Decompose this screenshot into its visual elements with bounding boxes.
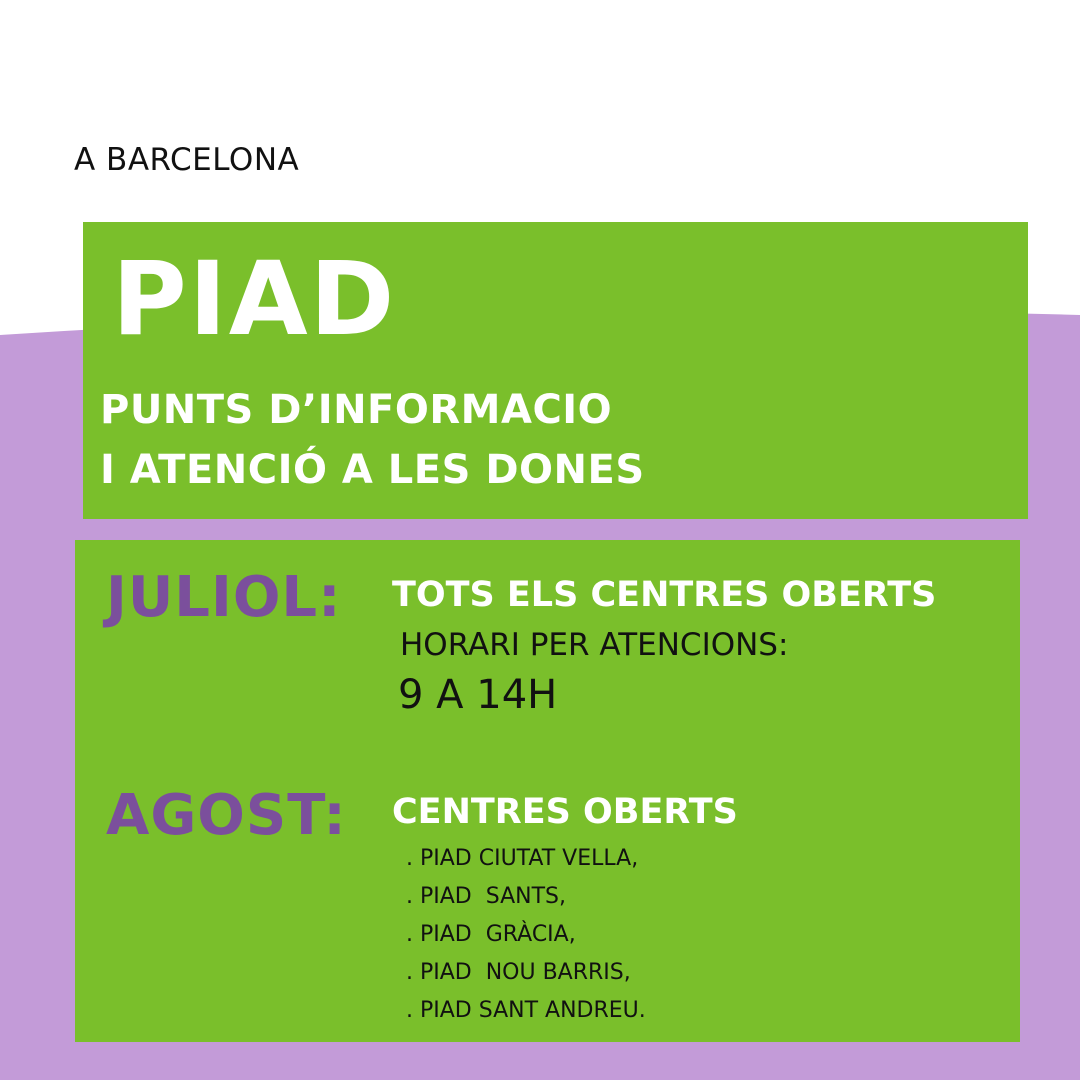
- list-item: . PIAD SANTS,: [406, 884, 566, 909]
- piad-logo-subtitle-line2: I ATENCIÓ A LES DONES: [100, 447, 645, 493]
- list-item: . PIAD CIUTAT VELLA,: [406, 846, 639, 871]
- piad-logo-title: PIAD: [112, 240, 397, 359]
- hours-value: 9 A 14H: [398, 672, 558, 718]
- hours-label: HORARI PER ATENCIONS:: [400, 627, 789, 663]
- list-item: . PIAD NOU BARRIS,: [406, 960, 631, 985]
- list-item: . PIAD GRÀCIA,: [406, 922, 576, 947]
- august-label: AGOST:: [106, 783, 347, 848]
- august-heading: CENTRES OBERTS: [392, 792, 738, 832]
- list-item: . PIAD SANT ANDREU.: [406, 998, 646, 1023]
- july-label: JULIOL:: [106, 565, 342, 630]
- open-centres-list: [406, 845, 646, 1035]
- piad-logo-subtitle-line1: PUNTS D’INFORMACIO: [100, 387, 613, 433]
- location-heading: A BARCELONA: [74, 142, 300, 178]
- july-heading: TOTS ELS CENTRES OBERTS: [392, 575, 937, 615]
